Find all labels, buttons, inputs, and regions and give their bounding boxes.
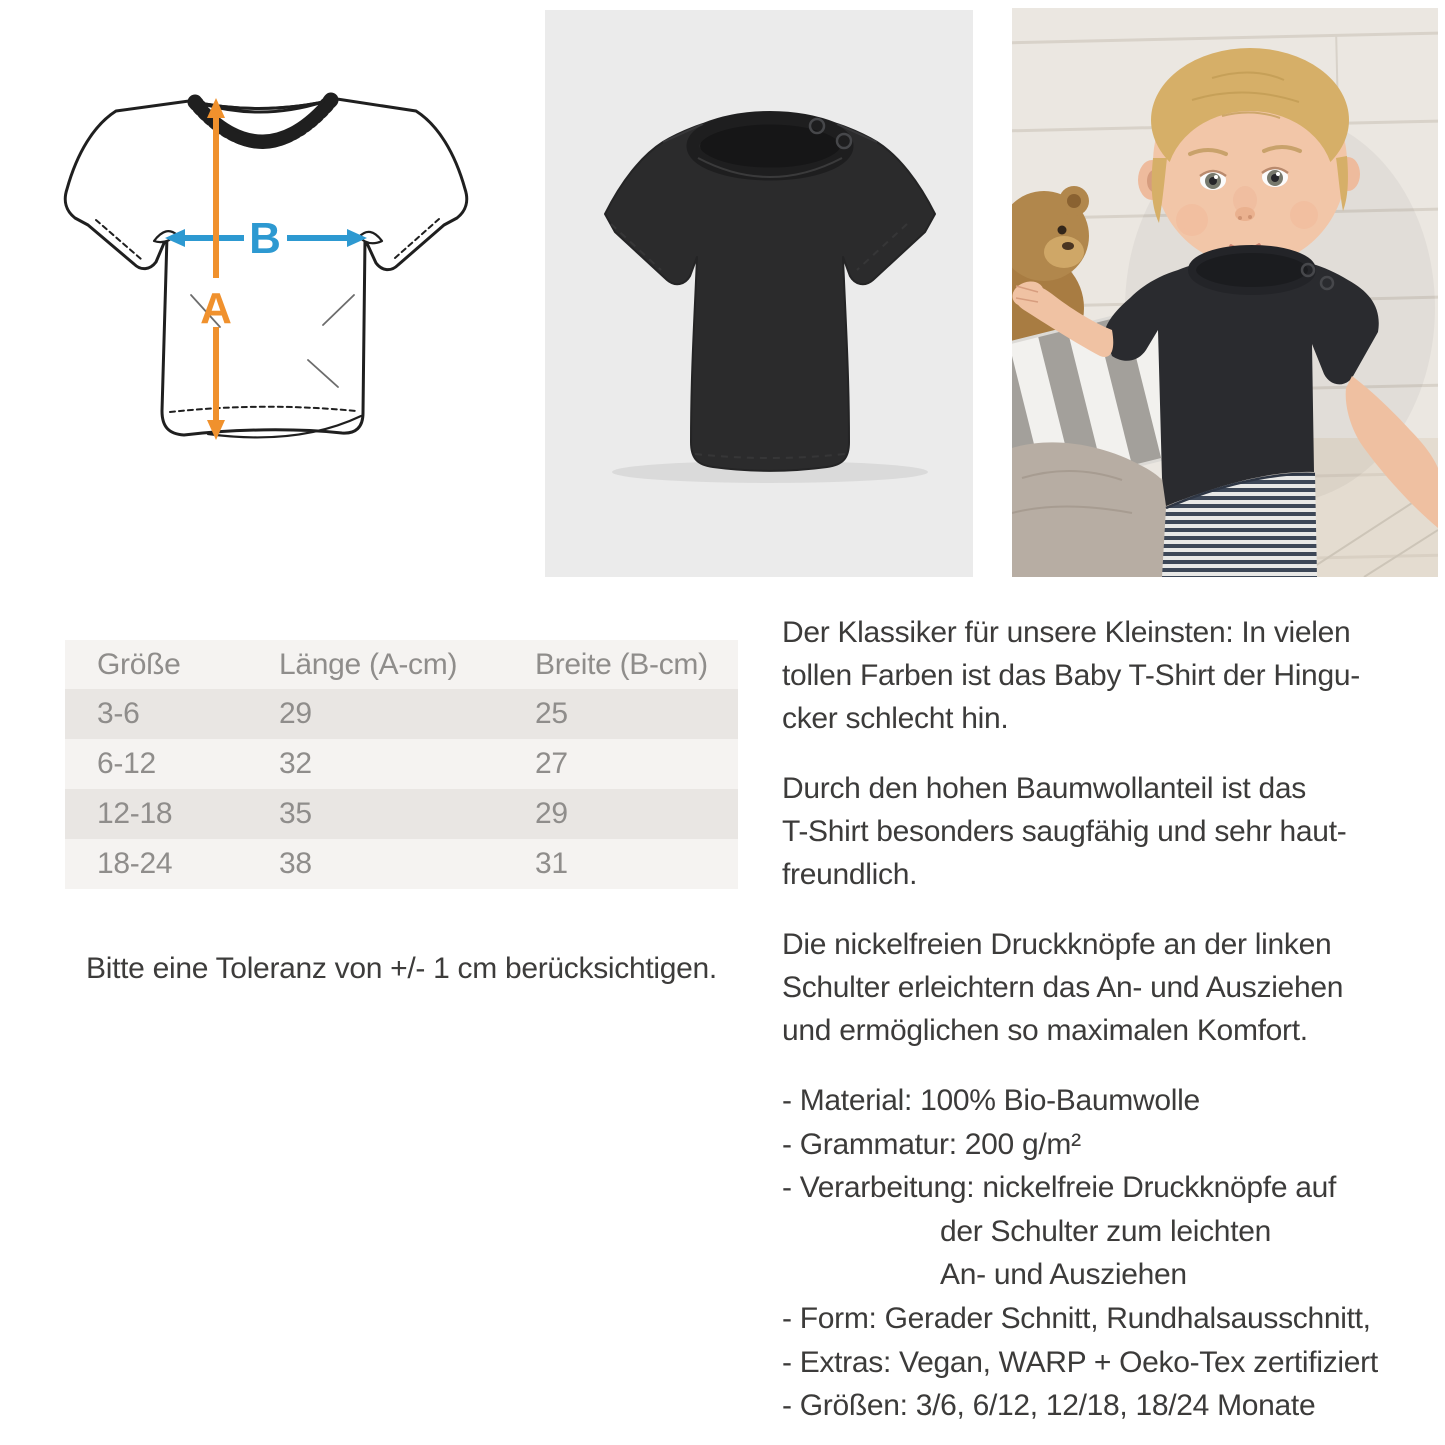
text-line: tollen Farben ist das Baby T-Shirt der Hingu- xyxy=(782,659,1360,692)
length-value: 35 xyxy=(279,797,312,830)
right-eye xyxy=(1262,167,1288,187)
column-header-size: Größe xyxy=(97,647,181,681)
table-header-row xyxy=(65,640,738,689)
spec-list xyxy=(782,1079,1414,1428)
text-line: T-Shirt besonders saugfähig und sehr haut- xyxy=(782,815,1347,848)
size-chart-table xyxy=(65,640,738,889)
description-paragraph xyxy=(782,923,1414,1052)
product-description xyxy=(782,611,1414,1428)
description-paragraph xyxy=(782,767,1414,896)
width-value: 25 xyxy=(535,697,568,730)
column-header-length: Länge (A-cm) xyxy=(279,647,458,681)
text-line: Die nickelfreien Druckknöpfe an der linken xyxy=(782,928,1332,961)
text-line: Durch den hohen Baumwollanteil ist das xyxy=(782,772,1306,805)
width-value: 27 xyxy=(535,747,568,780)
text-line: Schulter erleichtern das An- und Ausziehen xyxy=(782,971,1344,1004)
column-header-width: Breite (B-cm) xyxy=(535,647,708,681)
table-row xyxy=(65,839,738,889)
black-tshirt-photo xyxy=(545,10,973,577)
size-value: 3-6 xyxy=(97,697,140,730)
length-value: 29 xyxy=(279,697,312,730)
tshirt-outline xyxy=(65,99,466,437)
table-row xyxy=(65,789,738,839)
tolerance-note: Bitte eine Toleranz von +/- 1 cm berücksichtigen. xyxy=(86,952,717,985)
spec-item: - Verarbeitung: nickelfreie Druckknöpfe auf xyxy=(782,1171,1337,1205)
table-row xyxy=(65,739,738,789)
width-value: 31 xyxy=(535,847,568,880)
text-line: cker schlecht hin. xyxy=(782,702,1009,735)
size-value: 18-24 xyxy=(97,847,173,880)
label-b: B xyxy=(249,214,281,263)
spec-item: - Extras: Vegan, WARP + Oeko-Tex zertifiziert xyxy=(782,1345,1378,1379)
spec-item: - Grammatur: 200 g/m² xyxy=(782,1127,1081,1161)
model-photo-panel xyxy=(1012,8,1438,577)
nose xyxy=(1235,207,1255,221)
size-value: 6-12 xyxy=(97,747,156,780)
label-a: A xyxy=(200,284,232,333)
description-paragraph xyxy=(782,611,1414,740)
size-value: 12-18 xyxy=(97,797,173,830)
text-line: und ermöglichen so maximalen Komfort. xyxy=(782,1014,1308,1047)
spec-item-continuation: An- und Ausziehen xyxy=(940,1258,1187,1292)
left-eye xyxy=(1200,170,1226,190)
width-value: 29 xyxy=(535,797,568,830)
product-photo-panel xyxy=(545,10,973,577)
tshirt-line-drawing xyxy=(58,75,478,465)
spec-item: - Form: Gerader Schnitt, Rundhalsausschnitt, xyxy=(782,1301,1371,1335)
length-value: 38 xyxy=(279,847,312,880)
text-line: freundlich. xyxy=(782,858,918,891)
size-diagram xyxy=(58,75,478,465)
text-line: Der Klassiker für unsere Kleinsten: In vielen xyxy=(782,616,1351,649)
table-row xyxy=(65,689,738,739)
spec-item: - Größen: 3/6, 6/12, 12/18, 18/24 Monate xyxy=(782,1389,1316,1423)
length-value: 32 xyxy=(279,747,312,780)
baby-model-photo xyxy=(1012,8,1438,577)
spec-item-continuation: der Schulter zum leichten xyxy=(940,1214,1271,1248)
spec-item: - Material: 100% Bio-Baumwolle xyxy=(782,1084,1200,1117)
